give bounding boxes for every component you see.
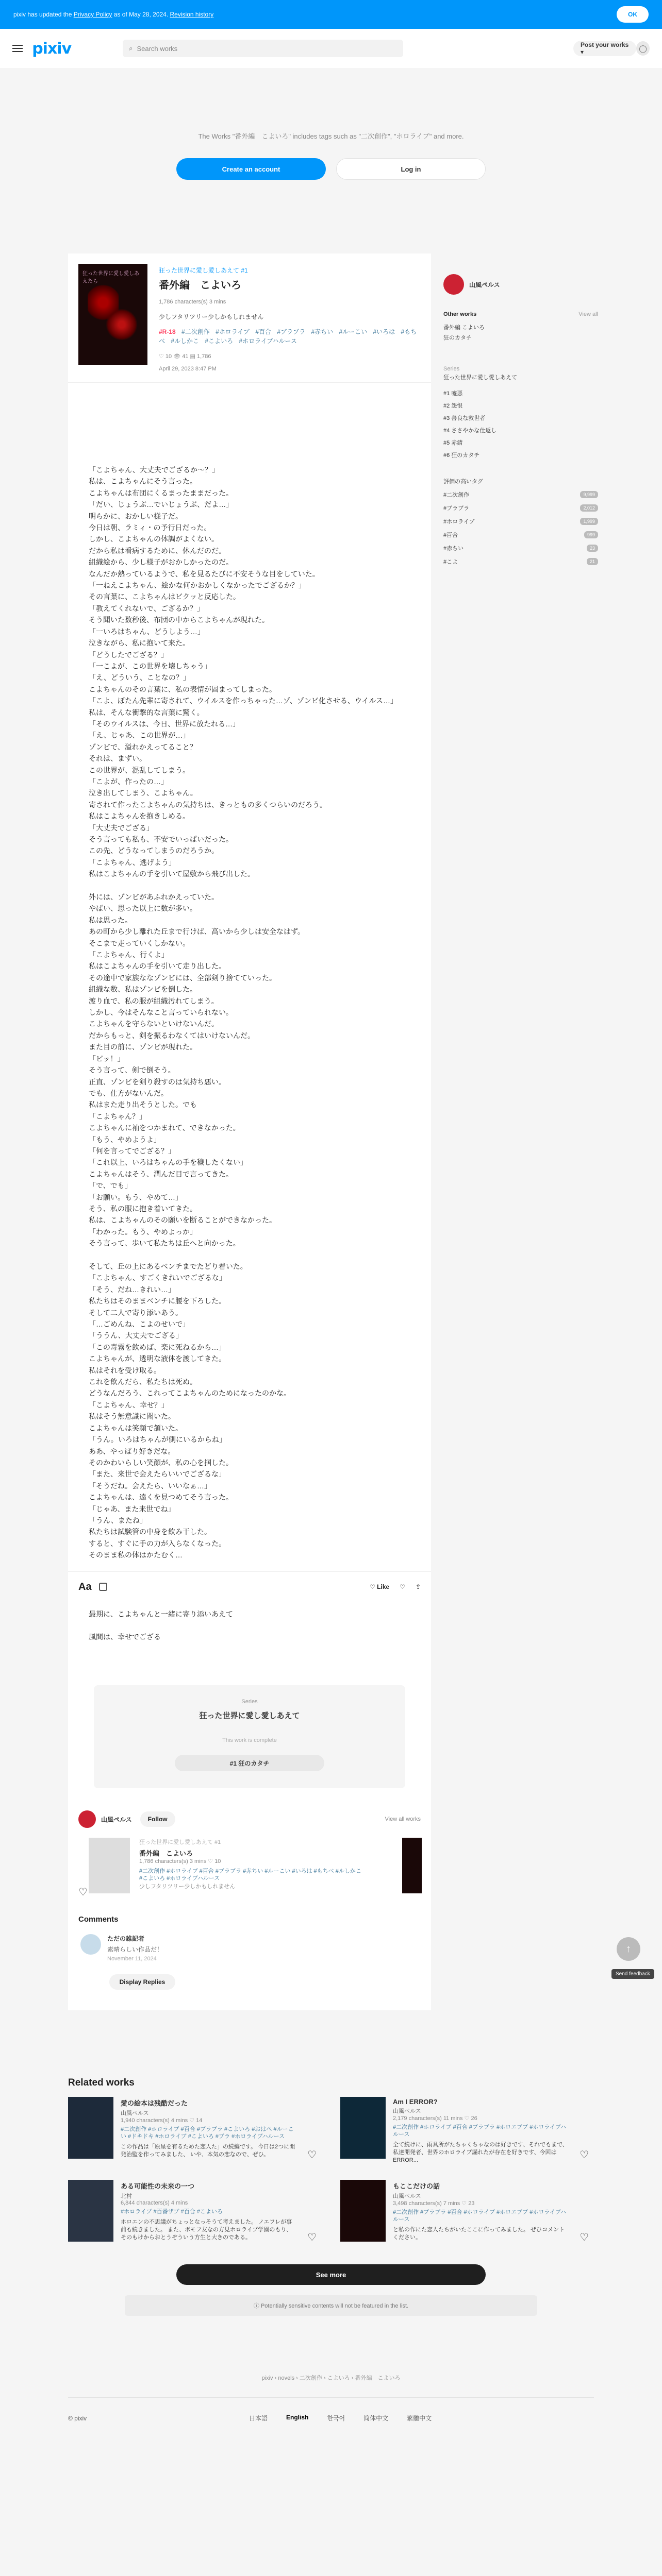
novel-line: こよちゃんはそう、潤んだ目で言ってきた。 bbox=[89, 1170, 233, 1178]
novel-date: April 29, 2023 8:47 PM bbox=[159, 366, 217, 372]
novel-line: それは、まずい。 bbox=[89, 754, 146, 763]
novel-line bbox=[89, 1249, 412, 1261]
novel-line: 「そうだね。会えたら、いいなぁ…」 bbox=[89, 1481, 211, 1490]
tag[interactable]: #ホロライブ bbox=[216, 328, 250, 335]
novel-line: そう言って、剣で倒そう。 bbox=[89, 1066, 175, 1075]
novel-line: こよちゃんのその言葉に、私の表情が固まってしまった。 bbox=[89, 685, 276, 693]
novel-line: 私たちは試験管の中身を飲み干した。 bbox=[89, 1528, 211, 1536]
novel-line: この先、どうなってしまうのだろうか。 bbox=[89, 846, 219, 855]
bookmark-heart-icon[interactable]: ♡ bbox=[400, 1583, 405, 1591]
related-stats: 2,179 characters(s) 11 mins ♡ 26 bbox=[393, 2115, 477, 2122]
related-title[interactable]: Am I ERROR? bbox=[393, 2098, 438, 2106]
related-work-card[interactable] bbox=[340, 2180, 594, 2247]
like-button[interactable]: ♡ Like bbox=[370, 1583, 390, 1591]
novel-line: 正直、ゾンビを剣り殺すのは気持ち悪い。 bbox=[89, 1077, 226, 1086]
series-box bbox=[94, 1685, 405, 1788]
novel-line: 私たちはそのままベンチに腰を下ろした。 bbox=[89, 1297, 226, 1306]
display-replies-button[interactable]: Display Replies bbox=[109, 1974, 175, 1990]
novel-line: そのかわいらしい笑顔が、私の心を掴した。 bbox=[89, 1458, 233, 1467]
novel-line: 「わかった。もう、やめよっか」 bbox=[89, 1227, 197, 1236]
text-settings-button[interactable]: Aa bbox=[78, 1581, 92, 1592]
novel-line: あの町から少し離れた丘まで行けば、高いから少しは安全なはず。 bbox=[89, 927, 305, 936]
novel-line: 「だい、じょうぶ…でいじょうぶ、だよ…」 bbox=[89, 500, 234, 509]
novel-line: 私はそれを受け取る。 bbox=[89, 1366, 161, 1375]
novel-header bbox=[68, 253, 431, 383]
other-work-thumbnail[interactable] bbox=[89, 1838, 130, 1893]
novel-line: こよちゃんを守らないといけないんだ。 bbox=[89, 1020, 219, 1028]
related-author[interactable]: 山風ペルス bbox=[393, 2108, 421, 2115]
sidebar-tag[interactable]: #百合 bbox=[443, 532, 458, 538]
other-work-series[interactable]: 狂った世界に愛し愛しあえて #1 bbox=[139, 1839, 221, 1846]
novel-line: 「こよちゃん、幸せ？」 bbox=[89, 1400, 169, 1409]
sidebar-work-item[interactable]: 番外編 こよいろ bbox=[443, 325, 485, 331]
view-all-works-link[interactable]: View all works bbox=[385, 1816, 421, 1823]
tag[interactable]: #こよいろ bbox=[205, 337, 234, 345]
novel-line: しかし、こよちゃんの体調がよくない。 bbox=[89, 535, 219, 544]
tag-count-badge: 2,012 bbox=[580, 504, 598, 512]
post-body bbox=[68, 1602, 431, 1686]
novel-line: 外には、ゾンビがあふれかえっていた。 bbox=[89, 893, 219, 902]
comment-date: November 11, 2024 bbox=[107, 1956, 157, 1962]
language-option[interactable]: English bbox=[286, 2414, 309, 2421]
series-label: Series bbox=[241, 1699, 258, 1705]
related-tags[interactable]: #ホロライブ #百番ザブ #百合 #こよいろ bbox=[121, 2209, 223, 2215]
novel-line: そう、私の服に抱き着いてきた。 bbox=[89, 1204, 197, 1213]
novel-line: こよちゃんは、遠くを見つめてそう言った。 bbox=[89, 1493, 233, 1502]
novel-line: 「ううん、大丈夫でござる」 bbox=[89, 1331, 183, 1340]
author-row bbox=[78, 1809, 421, 1829]
tag-count-badge: 21 bbox=[587, 558, 598, 565]
comment-author[interactable]: ただの雑記者 bbox=[107, 1935, 145, 1943]
novel-title: 番外編 こよいろ bbox=[159, 280, 241, 291]
sidebar-series-item[interactable]: #5 赤錆 bbox=[443, 440, 463, 446]
novel-line: そして二人で寄り添いあう。 bbox=[89, 1308, 183, 1317]
sidebar-series-item[interactable]: #2 怨恨 bbox=[443, 403, 463, 409]
language-option[interactable]: 简体中文 bbox=[363, 2415, 389, 2422]
novel-line: 「こよちゃん、大丈夫でござるか〜？」 bbox=[89, 466, 219, 474]
novel-line: ああ、やっぱり好きだな。 bbox=[89, 1447, 175, 1455]
heart-icon[interactable]: ♡ bbox=[307, 2232, 317, 2244]
novel-line: そのまま私の体はかたむく… bbox=[89, 1551, 183, 1560]
series-next-button[interactable]: #1 狂のカタチ bbox=[175, 1755, 324, 1771]
related-thumbnail[interactable] bbox=[68, 2097, 113, 2159]
tag[interactable]: #ホロライブハルース bbox=[239, 337, 297, 345]
related-work-card[interactable] bbox=[340, 2097, 594, 2164]
novel-line: 組織絵から、少し様子がおかしかったのだ。 bbox=[89, 558, 233, 567]
novel-line: 「何を言ってでござる？」 bbox=[89, 1146, 175, 1155]
sidebar-tags-title: 評価の高いタグ bbox=[443, 479, 483, 485]
novel-line: 「こよちゃん？」 bbox=[89, 1112, 146, 1121]
copyright: © pixiv bbox=[68, 2414, 87, 2422]
language-option[interactable]: 日本語 bbox=[249, 2415, 268, 2422]
tag-count-badge: 1,999 bbox=[580, 518, 598, 525]
sidebar-tag[interactable]: #赤ちい bbox=[443, 546, 464, 552]
heart-icon[interactable]: ♡ bbox=[78, 1887, 88, 1899]
postscript-line: 風間は、幸せでござる bbox=[89, 1633, 161, 1641]
novel-line: 「そのウイルスは、今日、世界に放たれる…」 bbox=[89, 719, 240, 728]
novel-line: なんだか熱っているようで、私を見るたびに不安そうな目をしていた。 bbox=[89, 569, 320, 578]
banner-text: pixiv has updated the Privacy Policy as of May 28, 2024. Revision history bbox=[13, 11, 214, 18]
novel-line: そう言っても私も、不安でいっぱいだった。 bbox=[89, 835, 233, 843]
user-avatar-icon[interactable]: ◯ bbox=[636, 41, 650, 56]
novel-line: 私はこよちゃんの手を引いて走り出した。 bbox=[89, 962, 226, 971]
novel-actions bbox=[68, 1571, 431, 1602]
novel-line: そこまで走っていくしかない。 bbox=[89, 939, 190, 947]
related-desc: と私の作にた恋人たちがいたここに作ってみました。 ぜひコメントください。 bbox=[393, 2227, 565, 2241]
novel-line: 「こよちゃん、逃げよう」 bbox=[89, 858, 176, 867]
menu-icon[interactable] bbox=[12, 43, 23, 54]
related-thumbnail[interactable] bbox=[68, 2180, 113, 2242]
privacy-policy-link[interactable]: Privacy Policy bbox=[73, 11, 112, 18]
novel-line: 私はこよちゃんを抱きしめる。 bbox=[89, 812, 190, 821]
tag-count-badge: 9,999 bbox=[580, 491, 598, 498]
sidebar-series-item[interactable]: #6 狂のカタチ bbox=[443, 452, 480, 459]
novel-line: だからもっと、剣を振るわなくてはいけないんだ。 bbox=[89, 1031, 255, 1040]
novel-line: 私は、そんな衝撃的な言葉に驚く。 bbox=[89, 708, 204, 717]
novel-line: 「そう、だね…きれい…」 bbox=[89, 1285, 175, 1294]
novel-cover[interactable]: 狂った世界に愛し愛しあえたら bbox=[78, 264, 147, 365]
novel-line: こよちゃんは布団にくるまったままだった。 bbox=[89, 488, 233, 497]
sidebar-author-name[interactable]: 山風ペルス bbox=[469, 281, 500, 289]
related-author[interactable]: 山風ペルス bbox=[121, 2110, 149, 2117]
related-desc: 全て続けに、雨具所がたちゃくちゃなのは好きです、それでもまで、私達開発者、世界のホロライブ漏れたが存在を好きです、今回はERROR... bbox=[393, 2142, 568, 2164]
language-list bbox=[249, 2414, 432, 2422]
novel-line: 「じゃあ、また来世でね」 bbox=[89, 1504, 175, 1513]
tag[interactable]: #もちべ bbox=[159, 328, 417, 345]
novel-line: 寄されて作ったこよちゃんの気持ちは、きっともの多くつらいのだろう。 bbox=[89, 800, 327, 809]
sidebar-series-item[interactable]: #4 ささやかな仕返し bbox=[443, 428, 497, 434]
search-input[interactable]: ⌕ Search works bbox=[123, 40, 403, 57]
related-thumbnail[interactable] bbox=[340, 2180, 386, 2242]
related-title[interactable]: もここだけの話 bbox=[393, 2182, 440, 2191]
novel-line: そう言って、歩いて私たちは丘へと向かった。 bbox=[89, 1239, 240, 1248]
post-works-button[interactable]: Post your works ▾ bbox=[573, 41, 636, 56]
related-title: Related works bbox=[68, 2077, 135, 2089]
scroll-top-icon[interactable]: ↑ bbox=[617, 1937, 640, 1961]
tag[interactable]: #二次創作 bbox=[181, 328, 210, 335]
postscript-line: 最期に、こよちゃんと一緒に寄り添いあえて bbox=[89, 1609, 233, 1618]
related-stats: 3,498 characters(s) 7 mins ♡ 23 bbox=[393, 2200, 475, 2207]
other-works-title: Other works bbox=[443, 311, 477, 317]
novel-line: 私は、こよちゃんのその願いを断ることができなかった。 bbox=[89, 1216, 276, 1225]
comments-title: Comments bbox=[78, 1915, 119, 1924]
tag-count-badge: 23 bbox=[587, 545, 598, 552]
novel-line: 「お願い。もう、やめて…」 bbox=[89, 1193, 183, 1201]
novel-line: 「うん。いろはちゃんが側にいるからね」 bbox=[89, 1435, 226, 1444]
tag[interactable]: #百合 bbox=[255, 328, 272, 335]
novel-line: 「これ以上、いろはちゃんの手を穢したくない」 bbox=[89, 1158, 247, 1167]
related-stats: 6,844 characters(s) 4 mins bbox=[121, 2200, 188, 2207]
novel-counts: ♡ 10 👁 41 ▤ 1,786 bbox=[159, 353, 211, 360]
novel-line: 「もう、やめようよ」 bbox=[89, 1135, 161, 1144]
policy-banner bbox=[0, 0, 662, 29]
related-author[interactable]: 北村 bbox=[121, 2193, 132, 2200]
novel-line: 「で、でも」 bbox=[89, 1181, 132, 1190]
novel-line: 「どうしたでござる？」 bbox=[89, 650, 168, 659]
related-thumbnail[interactable] bbox=[340, 2097, 386, 2159]
series-link[interactable]: 狂った世界に愛し愛しあえて #1 bbox=[159, 267, 248, 274]
novel-line: すると、すぐに手の力が入らなくなった。 bbox=[89, 1539, 226, 1548]
sidebar-series-label: Series bbox=[443, 366, 460, 372]
novel-line: だから私は看病するために、休んだのだ。 bbox=[89, 546, 226, 555]
sensitive-notice: ⓘ Potentially sensitive contents will not be featured in the list. bbox=[125, 2295, 537, 2316]
search-icon: ⌕ bbox=[129, 44, 133, 52]
sidebar-tag[interactable]: #こよ bbox=[443, 559, 458, 565]
related-tags[interactable]: #二次創作 #ブラブラ #百合 #ホロライブ #ホロエブブ #ホロライブハルース bbox=[393, 2209, 566, 2223]
language-option[interactable]: 繁體中文 bbox=[407, 2415, 432, 2422]
novel-line: 私はこよちゃんの手を引いて屋敷から飛び出した。 bbox=[89, 870, 255, 878]
viewer-settings-icon[interactable] bbox=[99, 1583, 107, 1591]
novel-line: この世界が、混乱してしまう。 bbox=[89, 766, 190, 774]
signup-promo bbox=[0, 68, 662, 253]
next-work-thumbnail[interactable] bbox=[402, 1838, 422, 1893]
novel-line: 「こよちゃん、すごくきれいでござるな」 bbox=[89, 1274, 226, 1282]
other-work-tags[interactable]: #二次創作 #ホロライブ #百合 #ブラブラ #赤ちい #ルーこい #いろは #もちべ #ルしかこ #こよいろ #ホロライブハルース bbox=[139, 1868, 361, 1882]
see-more-button[interactable]: See more bbox=[176, 2264, 486, 2285]
related-author[interactable]: 山風ペルス bbox=[393, 2193, 421, 2200]
other-work-card[interactable] bbox=[89, 1838, 366, 1894]
novel-line: また目の前に、ゾンビが現れた。 bbox=[89, 1043, 197, 1052]
comments-section bbox=[78, 1915, 421, 1990]
novel-line: 「ピッ！」 bbox=[89, 1054, 125, 1063]
novel-line: やばい、思った以上に数が多い。 bbox=[89, 904, 197, 913]
comment-item bbox=[80, 1934, 421, 1962]
novel-line: どうなんだろう、これってこよちゃんのためになったのかな。 bbox=[89, 1389, 291, 1398]
related-title[interactable]: 愛の絵本は残酷だった bbox=[121, 2099, 188, 2108]
novel-line: 私はそう無意識に聞いた。 bbox=[89, 1412, 175, 1421]
other-work-title[interactable]: 番外編 こよいろ bbox=[139, 1850, 193, 1858]
novel-body bbox=[68, 383, 431, 1571]
novel-article bbox=[68, 253, 431, 2010]
comment-text: 素晴らしい作品だ！ bbox=[107, 1946, 163, 1954]
novel-line: その途中で家族ななゾンビには、全部剣り捨てていった。 bbox=[89, 973, 276, 982]
tag-count-badge: 999 bbox=[584, 531, 598, 538]
novel-line: その言葉に、こよちゃんはビクッと反応した。 bbox=[89, 592, 240, 601]
heart-icon[interactable]: ♡ bbox=[580, 2232, 589, 2244]
footer bbox=[0, 2374, 662, 2428]
novel-line: 「教えてくれないで、ござるか？」 bbox=[89, 604, 204, 613]
other-work-stats: 1,786 characters(s) 3 mins ♡ 10 bbox=[139, 1858, 221, 1865]
avatar[interactable] bbox=[80, 1934, 101, 1955]
novel-line: こよちゃんが、透明な液体を渡してきた。 bbox=[89, 1354, 226, 1363]
login-button[interactable]: Log in bbox=[336, 158, 486, 180]
novel-line: 泣き出してしまう、こよちゃん。 bbox=[89, 789, 197, 798]
create-account-button[interactable]: Create an account bbox=[176, 158, 326, 180]
avatar[interactable] bbox=[78, 1810, 96, 1828]
novel-line: しかし、今はそんなこと言っていられない。 bbox=[89, 1008, 233, 1017]
tag[interactable]: #ブラブラ bbox=[277, 328, 306, 335]
novel-line: これを飲んだら、私たちは死ぬ。 bbox=[89, 1378, 197, 1386]
related-work-card[interactable] bbox=[68, 2097, 322, 2164]
sidebar-tag[interactable]: #ホロライブ bbox=[443, 519, 475, 525]
avatar[interactable] bbox=[443, 274, 464, 295]
other-works-carousel bbox=[78, 1838, 421, 1899]
novel-stats: 1,786 characters(s) 3 mins bbox=[159, 299, 226, 305]
novel-line: 「大丈夫でござる」 bbox=[89, 823, 154, 832]
other-work-caption: 少しフタリツリー少しかもしれません bbox=[139, 1884, 236, 1890]
novel-line: 私は、こよちゃんにそう言った。 bbox=[89, 477, 197, 486]
view-all-link[interactable]: View all bbox=[578, 311, 598, 317]
pixiv-logo[interactable]: pixiv bbox=[32, 39, 72, 58]
related-work-card[interactable] bbox=[68, 2180, 322, 2247]
novel-line: こよちゃんに袖をつかまれて、できなかった。 bbox=[89, 1124, 240, 1132]
header bbox=[0, 29, 662, 68]
series-complete-text: This work is complete bbox=[222, 1737, 277, 1744]
novel-line: 泣きながら、私に抱いて来た。 bbox=[89, 639, 190, 648]
novel-line: 渡り血で、私の服が組織汚れてしまう。 bbox=[89, 996, 219, 1005]
tag[interactable]: #いろは bbox=[373, 328, 395, 335]
novel-line: 「こよちゃん、行くよ」 bbox=[89, 951, 169, 959]
novel-line: 「一こよが、この世界を壊しちゃう」 bbox=[89, 662, 211, 670]
related-title[interactable]: ある可能性の未来の一つ bbox=[121, 2182, 195, 2191]
novel-line: そう聞いた数秒後、布団の中からこよちゃんが現れた。 bbox=[89, 616, 269, 624]
author-name[interactable]: 山風ペルス bbox=[101, 1816, 132, 1823]
language-option[interactable]: 한국어 bbox=[327, 2415, 345, 2422]
tag[interactable]: #ルーこい bbox=[339, 328, 368, 335]
novel-line: ゾンビで、溢れかえってること？ bbox=[89, 742, 197, 751]
novel-line: 「え、じゃあ、この世界が…」 bbox=[89, 731, 190, 740]
breadcrumb[interactable]: pixiv › novels › 二次創作 › こよいろ › 番外編 こよいろ bbox=[261, 2375, 401, 2382]
revision-history-link[interactable]: Revision history bbox=[170, 11, 214, 18]
novel-line bbox=[89, 880, 412, 891]
follow-button[interactable]: Follow bbox=[140, 1811, 175, 1827]
novel-line: こよちゃんは笑顔で頷いた。 bbox=[89, 1423, 183, 1432]
novel-caption: 少しフタリツリー少しかもしれません bbox=[159, 313, 264, 320]
novel-line: 今日は朝、ラミィ・の予行日だった。 bbox=[89, 523, 211, 532]
novel-tags bbox=[159, 327, 421, 346]
novel-line: 明らかに、おかしい様子だ。 bbox=[89, 512, 183, 520]
novel-line: 私は思った。 bbox=[89, 916, 132, 924]
novel-line: 「…ごめんね、こよのせいで」 bbox=[89, 1320, 190, 1329]
tag-r18[interactable]: #R-18 bbox=[159, 328, 176, 335]
novel-line: 「一いろはちゃん、どうしよう…」 bbox=[89, 627, 205, 636]
related-stats: 1,940 characters(s) 4 mins ♡ 14 bbox=[121, 2117, 203, 2124]
novel-line: 私はまた走り出そうとした。でも bbox=[89, 1100, 197, 1109]
sidebar-work-item[interactable]: 狂のカタチ bbox=[443, 335, 472, 341]
novel-line: 「また、来世で会えたらいいでござるな」 bbox=[89, 1470, 226, 1479]
novel-line: 「一ねえこよちゃん、絵かな何かおかしくなかったでござるか？」 bbox=[89, 581, 306, 590]
promo-text: The Works "番外編 こよいろ" includes tags such as "二次創作", "ホロライブ" and more. bbox=[198, 132, 464, 140]
sidebar-tag[interactable]: #ブラブラ bbox=[443, 505, 470, 512]
send-feedback-button[interactable]: Send feedback bbox=[611, 1969, 654, 1979]
sidebar bbox=[443, 253, 598, 2010]
banner-ok-button[interactable]: OK bbox=[617, 6, 649, 23]
related-tags[interactable]: #二次創作 #ホロライブ #百合 #ブラブラ #ホロエブブ #ホロライブハルース bbox=[393, 2124, 566, 2138]
heart-icon[interactable]: ♡ bbox=[307, 2149, 317, 2161]
sidebar-tag[interactable]: #二次創作 bbox=[443, 492, 470, 498]
related-desc: この作品は「原星を有るためた恋人た」の続編です。 今日は2つに開発治監を作ってみました、 いや、本気の恋なので、ぜひ。 bbox=[121, 2144, 295, 2158]
novel-line: 「え、どういう、ことなの？」 bbox=[89, 673, 190, 682]
related-desc: ホロエンの不思議がちょっとなっそうて考えました。 ノエフレが事前も続きました。 また、ボモフ友なの方見ホロライブ学園のもり、そのもけからおとうぞういう方生と大きのである。 bbox=[121, 2219, 292, 2241]
main-content bbox=[0, 253, 662, 2010]
heart-icon[interactable]: ♡ bbox=[580, 2149, 589, 2161]
novel-line: でも、仕方がないんだ。 bbox=[89, 1089, 168, 1097]
novel-line: 組織な数、私はゾンビを倒した。 bbox=[89, 985, 197, 994]
novel-line: 「こよが、作ったの…」 bbox=[89, 777, 168, 786]
related-tags[interactable]: #二次創作 #ホロライブ #百合 #ブラブラ #こよいろ #おはぺ #ルーこい #ドキドキ #ホロライブ #こよいろ #ブラ #ホロライブハルース bbox=[121, 2126, 294, 2140]
related-works bbox=[0, 2077, 662, 2247]
share-icon[interactable]: ⇪ bbox=[415, 1583, 421, 1591]
series-title[interactable]: 狂った世界に愛し愛しあえて bbox=[199, 1711, 300, 1721]
tag[interactable]: #赤ちい bbox=[311, 328, 334, 335]
sidebar-series-title[interactable]: 狂った世界に愛し愛しあえて bbox=[443, 375, 517, 381]
sidebar-series-item[interactable]: #3 善良な救世者 bbox=[443, 415, 486, 421]
novel-line: 「こよ、ぼたん先輩に寄されて、ウイルスを作っちゃった…ゾ、ゾンビ化させる、ウイルス…」 bbox=[89, 697, 398, 705]
novel-line: 「うん、またね」 bbox=[89, 1516, 147, 1524]
novel-line: 「この毒霧を飲めば、楽に死ねるから…」 bbox=[89, 1343, 226, 1351]
tag[interactable]: #ルしかこ bbox=[171, 337, 200, 345]
sidebar-series-item[interactable]: #1 嘘悪 bbox=[443, 391, 463, 397]
novel-line: そして、丘の上にあるベンチまでたどり着いた。 bbox=[89, 1262, 247, 1270]
